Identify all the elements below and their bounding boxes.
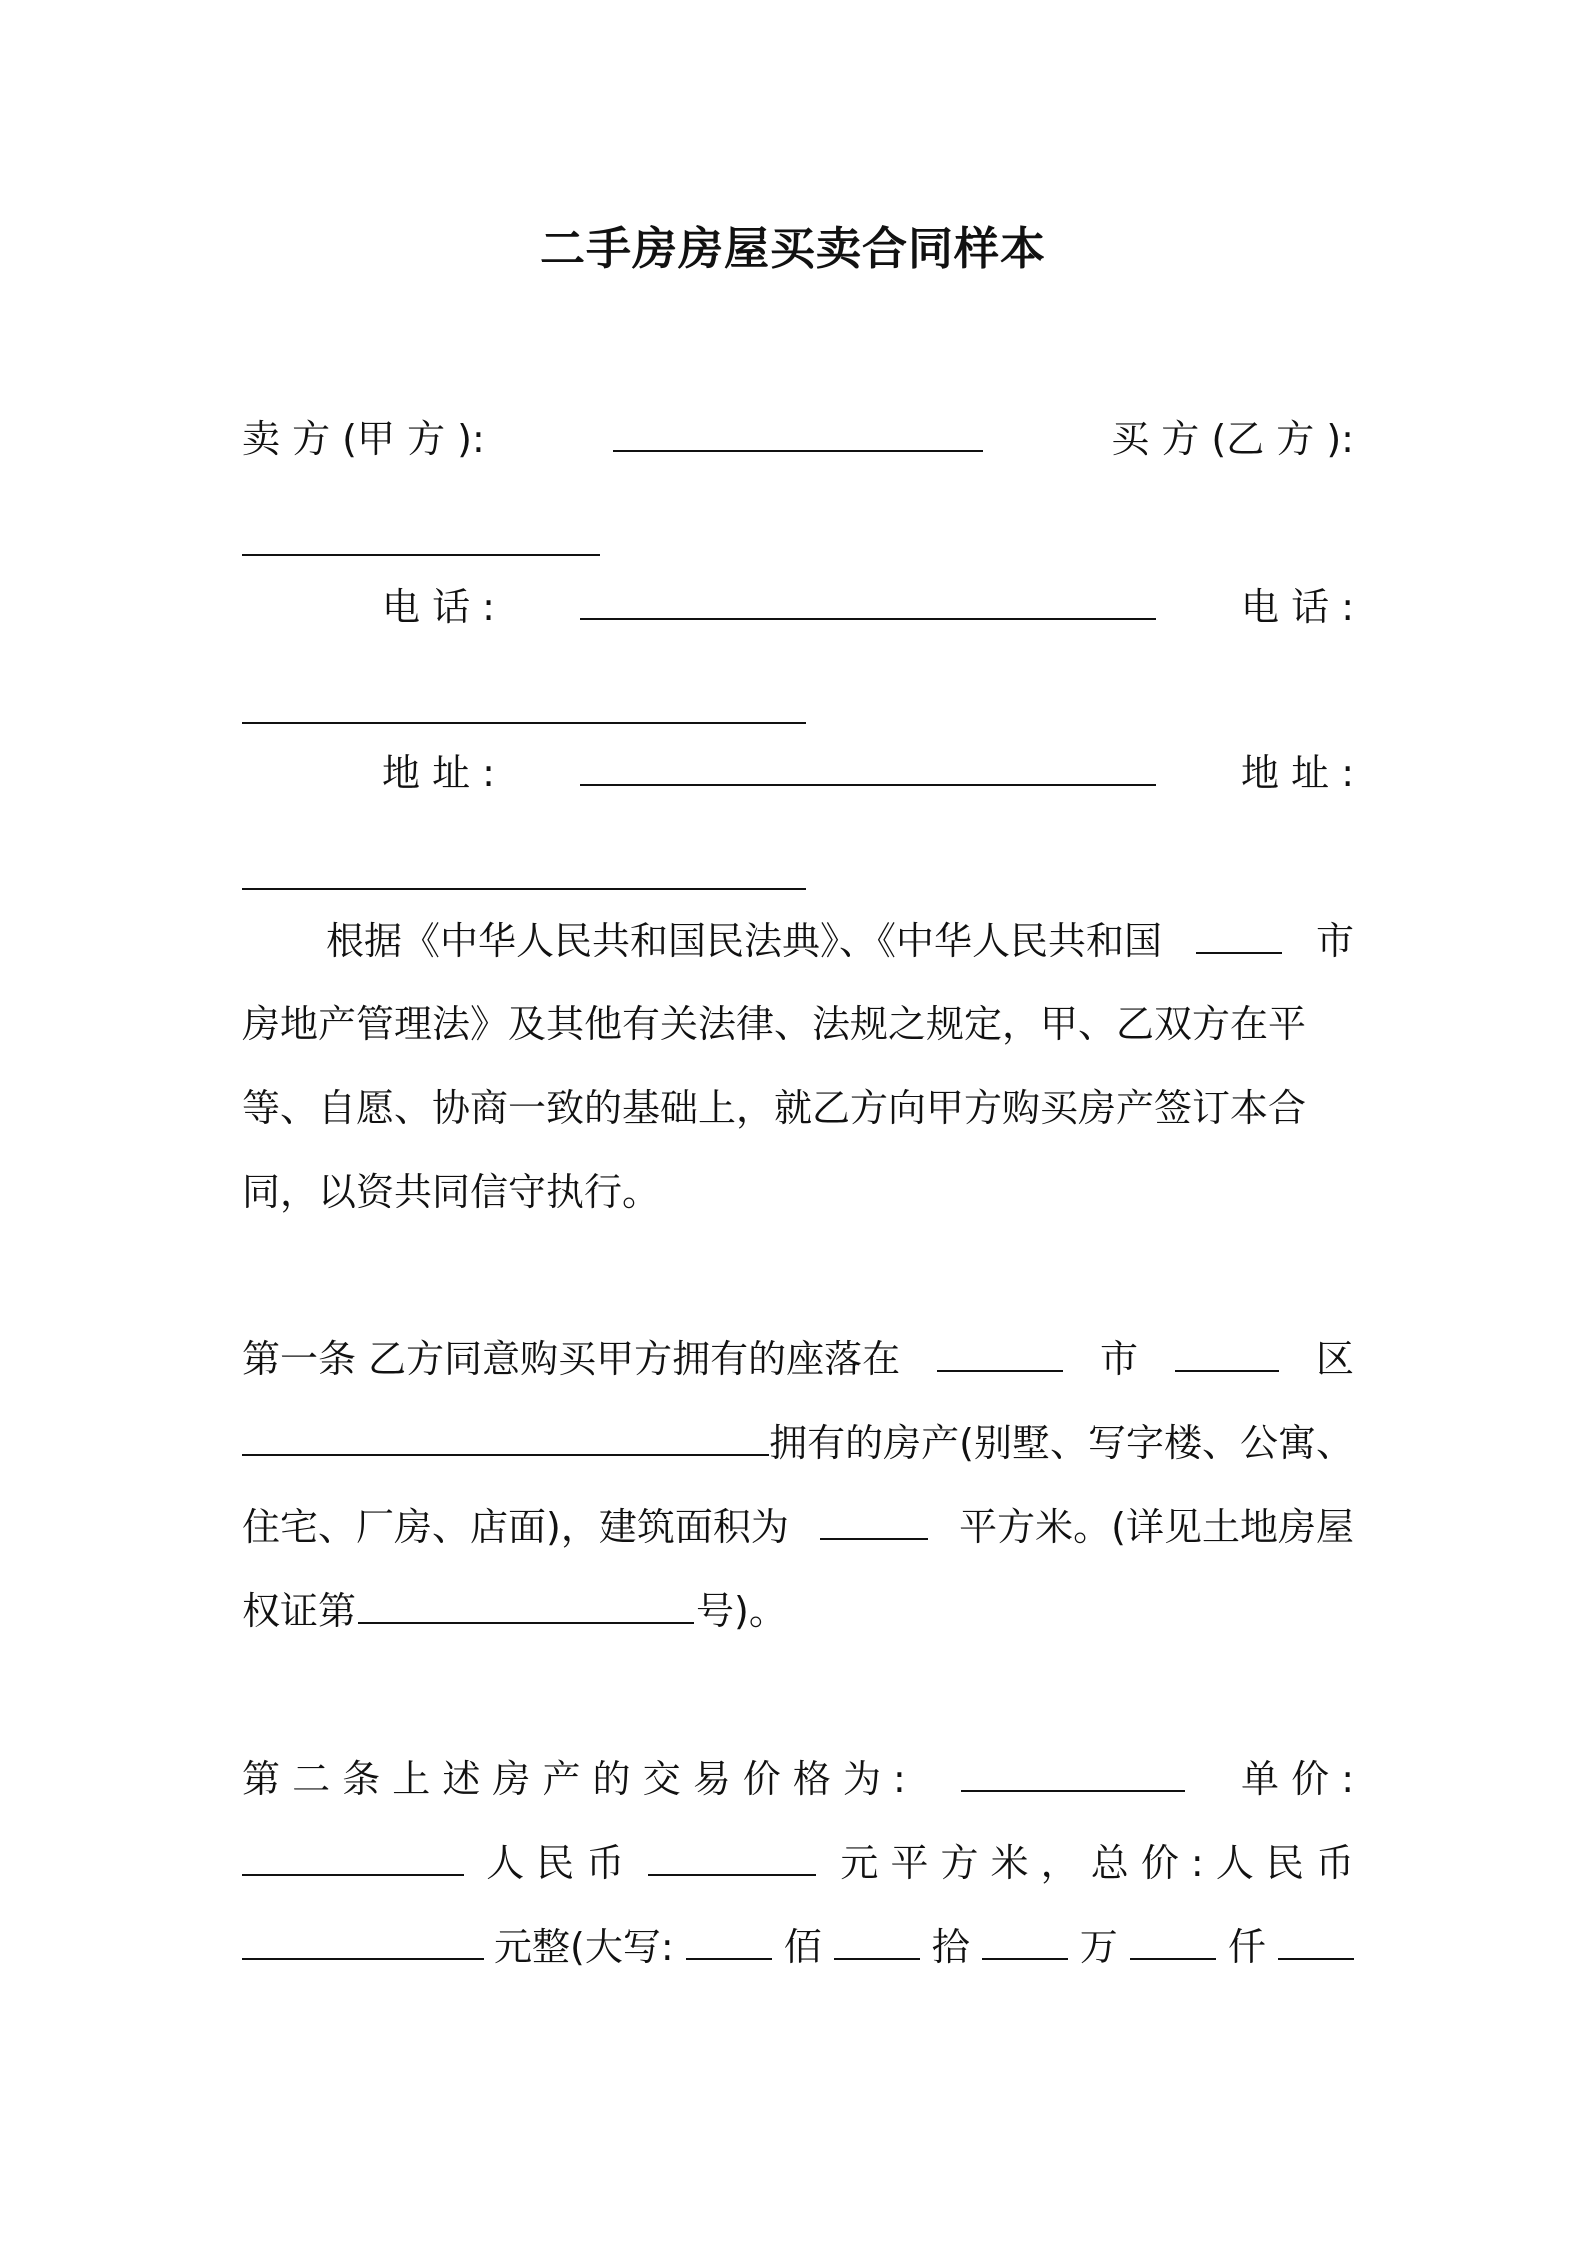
article2-line-2	[242, 1838, 1354, 1886]
article2-text-3d: 万	[1079, 1925, 1118, 1969]
seller-phone-label: 电 话 :	[382, 585, 495, 629]
article2-hundreds-blank	[686, 1922, 772, 1960]
buyer-phone-blank	[242, 686, 806, 724]
article1-line-4	[242, 1586, 1354, 1634]
article1-text-1b: 市	[1100, 1337, 1139, 1381]
article2-text-3a: 元整(大写:	[494, 1925, 674, 1969]
preamble-text-1a: 根据《中华人民共和国民法典》、《中华人民共和国	[326, 919, 1163, 963]
buyer-address-label: 地 址 :	[1241, 751, 1354, 795]
phone-line	[382, 582, 1354, 630]
article1-line-3	[242, 1502, 1354, 1550]
article2-price-blank	[961, 1754, 1185, 1792]
seller-address-label: 地 址 :	[382, 751, 495, 795]
address-line	[382, 748, 1354, 796]
preamble-line-2: 房地产管理法》及其他有关法律、法规之规定，甲、乙双方在平	[242, 1002, 1307, 1046]
buyer-address-blank-line	[242, 852, 1354, 900]
document-title: 二手房房屋买卖合同样本	[539, 222, 1046, 275]
article2-unit-price-blank	[242, 1838, 464, 1876]
article2-text-1a: 第 二 条 上 述 房 产 的 交 易 价 格 为 :	[242, 1757, 906, 1801]
article2-tenthousands-blank	[982, 1922, 1068, 1960]
article2-line-1	[242, 1754, 1354, 1802]
preamble-line-1	[242, 916, 1354, 964]
article1-location-blank	[242, 1418, 769, 1456]
article1-area-blank	[820, 1502, 928, 1540]
article1-text-4b: 号)。	[696, 1589, 787, 1633]
article1-district-blank	[1175, 1334, 1279, 1372]
buyer-phone-label: 电 话 :	[1241, 585, 1354, 629]
article1-text-4a: 权证第	[242, 1589, 357, 1633]
buyer-blank	[242, 518, 600, 556]
buyer-blank-line	[242, 518, 1354, 566]
seller-phone-blank	[580, 582, 1156, 620]
article2-tail-blank	[1278, 1922, 1354, 1960]
seller-buyer-line	[242, 414, 1354, 462]
preamble-text-1b: 市	[1315, 919, 1354, 963]
buyer-label: 买 方 (乙 方 ):	[1111, 417, 1354, 461]
article2-text-3e: 仟	[1227, 1925, 1266, 1969]
article1-text-2: 拥有的房产(别墅、写字楼、公寓、	[769, 1421, 1354, 1465]
preamble-line-3: 等、自愿、协商一致的基础上，就乙方向甲方购买房产签订本合	[242, 1086, 1307, 1130]
preamble-line-4: 同，以资共同信守执行。	[242, 1170, 661, 1214]
article2-tens-blank	[834, 1922, 920, 1960]
seller-address-blank	[580, 748, 1156, 786]
article2-total-blank	[242, 1922, 484, 1960]
article2-text-3c: 拾	[931, 1925, 970, 1969]
article1-text-3a: 住宅、厂房、店面)，建筑面积为	[242, 1505, 789, 1549]
article1-line-2	[242, 1418, 1354, 1466]
article2-text-1b: 单 价 :	[1241, 1757, 1354, 1801]
article1-text-1a: 第一条 乙方同意购买甲方拥有的座落在	[242, 1337, 901, 1381]
article2-text-2a: 人 民 币	[486, 1841, 625, 1885]
article2-line-3	[242, 1922, 1354, 1970]
article1-city-blank	[937, 1334, 1063, 1372]
article1-text-3b: 平方米。(详见土地房屋	[959, 1505, 1354, 1549]
article2-rmb-blank	[648, 1838, 816, 1876]
article2-text-3b: 佰	[783, 1925, 822, 1969]
article2-text-2b: 元 平 方 米 ， 总 价 : 人 民 币	[840, 1841, 1354, 1885]
seller-blank	[613, 414, 983, 452]
article2-thousands-blank	[1130, 1922, 1216, 1960]
buyer-address-blank	[242, 852, 806, 890]
article1-line-1	[242, 1334, 1354, 1382]
seller-label: 卖 方 (甲 方 ):	[242, 417, 485, 461]
article1-certificate-blank	[358, 1586, 694, 1624]
buyer-phone-blank-line	[242, 686, 1354, 734]
preamble-city-blank	[1196, 916, 1282, 954]
article1-text-1c: 区	[1315, 1337, 1354, 1381]
